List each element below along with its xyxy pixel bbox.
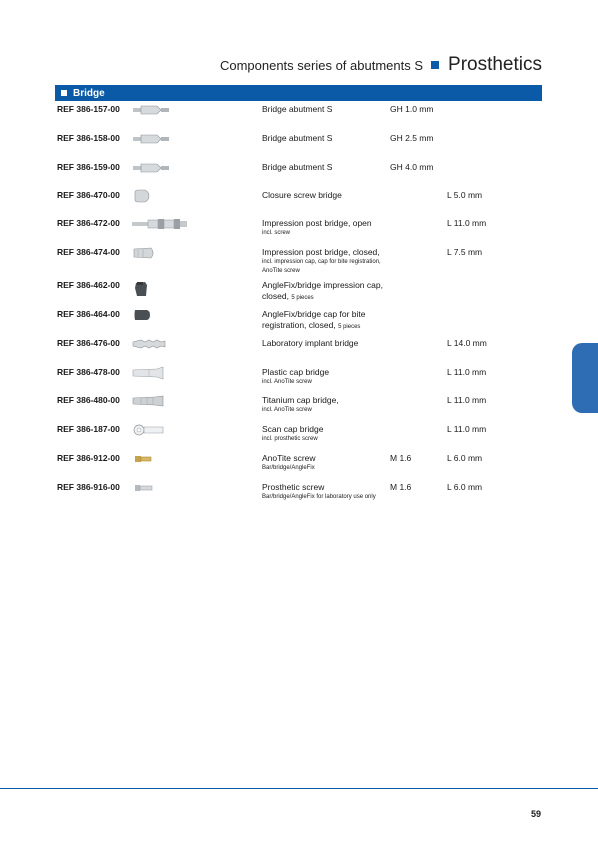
anotite-screw-icon <box>131 451 189 467</box>
item-length: L 5.0 mm <box>447 190 483 200</box>
ref-number: REF 386-476-00 <box>57 338 120 348</box>
section-label: Bridge <box>73 87 105 99</box>
item-description: Laboratory implant bridge <box>262 338 359 348</box>
item-spec: M 1.6 <box>390 482 412 492</box>
item-note: incl. impression cap, cap for bite registration, AnoTite screw <box>262 259 381 274</box>
item-description <box>262 453 392 473</box>
ref-number: REF 386-157-00 <box>57 104 120 114</box>
ref-number: REF 386-462-00 <box>57 280 120 290</box>
item-description-text: Impression post bridge, closed, <box>262 247 380 257</box>
item-description <box>262 247 392 276</box>
item-description-text: AngleFix/bridge impression cap, closed, <box>262 280 383 301</box>
item-length: L 11.0 mm <box>447 424 487 434</box>
item-description <box>262 309 392 333</box>
item-length: L 14.0 mm <box>447 338 487 348</box>
item-description <box>262 218 392 238</box>
item-description-text: Titanium cap bridge, <box>262 395 339 405</box>
ref-number: REF 386-187-00 <box>57 424 120 434</box>
ref-number: REF 386-470-00 <box>57 190 120 200</box>
chapter-tab <box>572 343 598 413</box>
ref-number: REF 386-474-00 <box>57 247 120 257</box>
header-title: Prosthetics <box>448 54 542 75</box>
header-subtitle: Components series of abutments S <box>219 58 424 73</box>
item-note: incl. AnoTite screw <box>262 379 312 385</box>
item-note: incl. screw <box>262 230 291 236</box>
item-description <box>262 280 392 304</box>
bridge-abutment-icon <box>131 160 189 176</box>
item-description-text: Impression post bridge, open <box>262 218 372 228</box>
item-note: Bar/bridge/AngleFix <box>262 465 315 471</box>
ref-number: REF 386-158-00 <box>57 133 120 143</box>
ref-number: REF 386-916-00 <box>57 482 120 492</box>
plastic-cap-icon <box>131 365 189 381</box>
titanium-cap-icon <box>131 393 189 409</box>
bridge-abutment-icon <box>131 131 189 147</box>
item-spec: GH 4.0 mm <box>390 162 434 172</box>
header-square-icon <box>431 61 439 69</box>
item-description-text: Scan cap bridge <box>262 424 324 434</box>
item-description: Bridge abutment S <box>262 162 333 172</box>
ref-number: REF 386-912-00 <box>57 453 120 463</box>
item-description: Closure screw bridge <box>262 190 342 200</box>
item-length: L 7.5 mm <box>447 247 483 257</box>
item-note: Bar/bridge/AngleFix for laboratory use only <box>262 494 376 500</box>
item-description <box>262 395 392 415</box>
section-square-icon <box>61 90 67 96</box>
item-description <box>262 367 392 387</box>
ref-number: REF 386-478-00 <box>57 367 120 377</box>
item-length: L 6.0 mm <box>447 453 483 463</box>
prosthetic-screw-icon <box>131 480 189 496</box>
item-description-text: AngleFix/bridge cap for bite registration, closed, <box>262 309 366 330</box>
bridge-abutment-icon <box>131 102 189 118</box>
item-description-text: Prosthetic screw <box>262 482 325 492</box>
impression-post-closed-icon <box>131 245 189 261</box>
bite-cap-icon <box>131 307 189 323</box>
page-header <box>220 54 542 76</box>
item-quantity: 5 pieces <box>291 295 314 301</box>
item-note: incl. AnoTite screw <box>262 407 312 413</box>
scan-cap-icon <box>131 422 189 438</box>
item-quantity: 5 pieces <box>338 324 361 330</box>
item-note: incl. prosthetic screw <box>262 436 318 442</box>
item-length: L 11.0 mm <box>447 218 487 228</box>
item-length: L 6.0 mm <box>447 482 483 492</box>
item-description: Bridge abutment S <box>262 133 333 143</box>
ref-number: REF 386-159-00 <box>57 162 120 172</box>
item-length: L 11.0 mm <box>447 395 487 405</box>
item-spec: GH 1.0 mm <box>390 104 434 114</box>
ref-number: REF 386-464-00 <box>57 309 120 319</box>
closure-screw-icon <box>131 188 189 204</box>
footer-divider <box>0 788 598 789</box>
ref-number: REF 386-480-00 <box>57 395 120 405</box>
item-description-text: AnoTite screw <box>262 453 316 463</box>
laboratory-implant-icon <box>131 336 189 352</box>
impression-post-open-icon <box>131 216 189 232</box>
page-number: 59 <box>530 809 541 819</box>
item-description <box>262 424 392 444</box>
item-spec: M 1.6 <box>390 453 412 463</box>
item-description-text: Plastic cap bridge <box>262 367 330 377</box>
impression-cap-icon <box>131 278 189 298</box>
item-description: Bridge abutment S <box>262 104 333 114</box>
item-spec: GH 2.5 mm <box>390 133 434 143</box>
ref-number: REF 386-472-00 <box>57 218 120 228</box>
item-description <box>262 482 392 502</box>
section-bar <box>55 85 542 101</box>
item-length: L 11.0 mm <box>447 367 487 377</box>
